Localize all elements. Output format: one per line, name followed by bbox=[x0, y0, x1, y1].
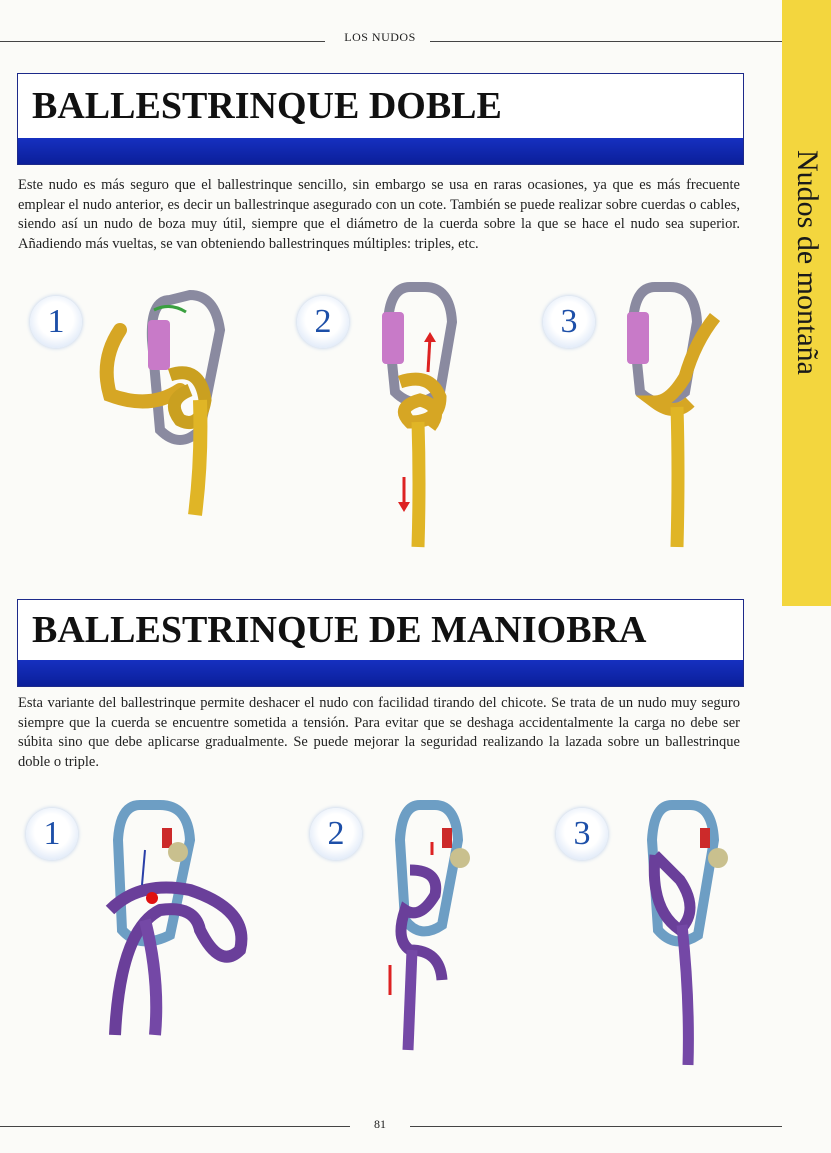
knot-illustration-1b bbox=[370, 282, 470, 552]
footer-rule-left bbox=[0, 1126, 350, 1127]
section-title-2: BALLESTRINQUE DE MANIOBRA bbox=[32, 609, 647, 651]
section-title-box-2 bbox=[17, 599, 744, 687]
step-number-2c: 3 bbox=[556, 808, 608, 860]
running-header: LOS NUDOS bbox=[344, 30, 416, 44]
chapter-side-tab-label: Nudos de montaña bbox=[791, 150, 824, 375]
step-number-2a: 1 bbox=[26, 808, 78, 860]
knot-illustration-2b bbox=[380, 800, 490, 1055]
chapter-side-tab bbox=[782, 0, 831, 606]
section-paragraph-2: Esta variante del ballestrinque permite deshacer el nudo con facilidad tirando del chicote. Se trata de un nudo muy seguro siempre que la cuerda se encuentre sometida a tensión. Para evitar que se deshaga accidentalmente la carga no debe ser súbita sino que debe aplicarse gradualmente. Se puede mejorar la seguridad realizando la lazada sobre un ballestrinque doble o triple. bbox=[18, 695, 740, 770]
footer-rule-right bbox=[410, 1126, 782, 1127]
step-number-1a: 1 bbox=[30, 296, 82, 348]
header-rule-left bbox=[0, 41, 325, 42]
knot-illustration-1c bbox=[615, 282, 735, 552]
page-number: 81 bbox=[374, 1117, 386, 1131]
header-rule-right bbox=[430, 41, 782, 42]
section-paragraph-1: Este nudo es más seguro que el ballestrinque sencillo, sin embargo se usa en raras ocasiones, ya que es más frecuente emplear el nudo anterior, es decir un ballestrinque asegurado con un cote. También se puede realizar sobre cuerdas o cables, siendo así un nudo de boza muy útil, siempre que el diámetro de la cuerda sobre la que se hace el nudo sea superior. Añadiendo más vueltas, se van obteniendo ballestrinques múltiples: triples, etc. bbox=[18, 177, 740, 252]
step-number-1c: 3 bbox=[543, 296, 595, 348]
knot-illustration-1a bbox=[90, 280, 250, 520]
section-title-bar-1 bbox=[18, 138, 743, 164]
step-number-2b: 2 bbox=[310, 808, 362, 860]
section-title-1: BALLESTRINQUE DOBLE bbox=[32, 85, 502, 127]
section-title-box-1 bbox=[17, 73, 744, 165]
step-number-1b: 2 bbox=[297, 296, 349, 348]
knot-illustration-2a bbox=[100, 800, 260, 1040]
knot-illustration-2c bbox=[640, 800, 750, 1070]
section-title-bar-2 bbox=[18, 660, 743, 686]
